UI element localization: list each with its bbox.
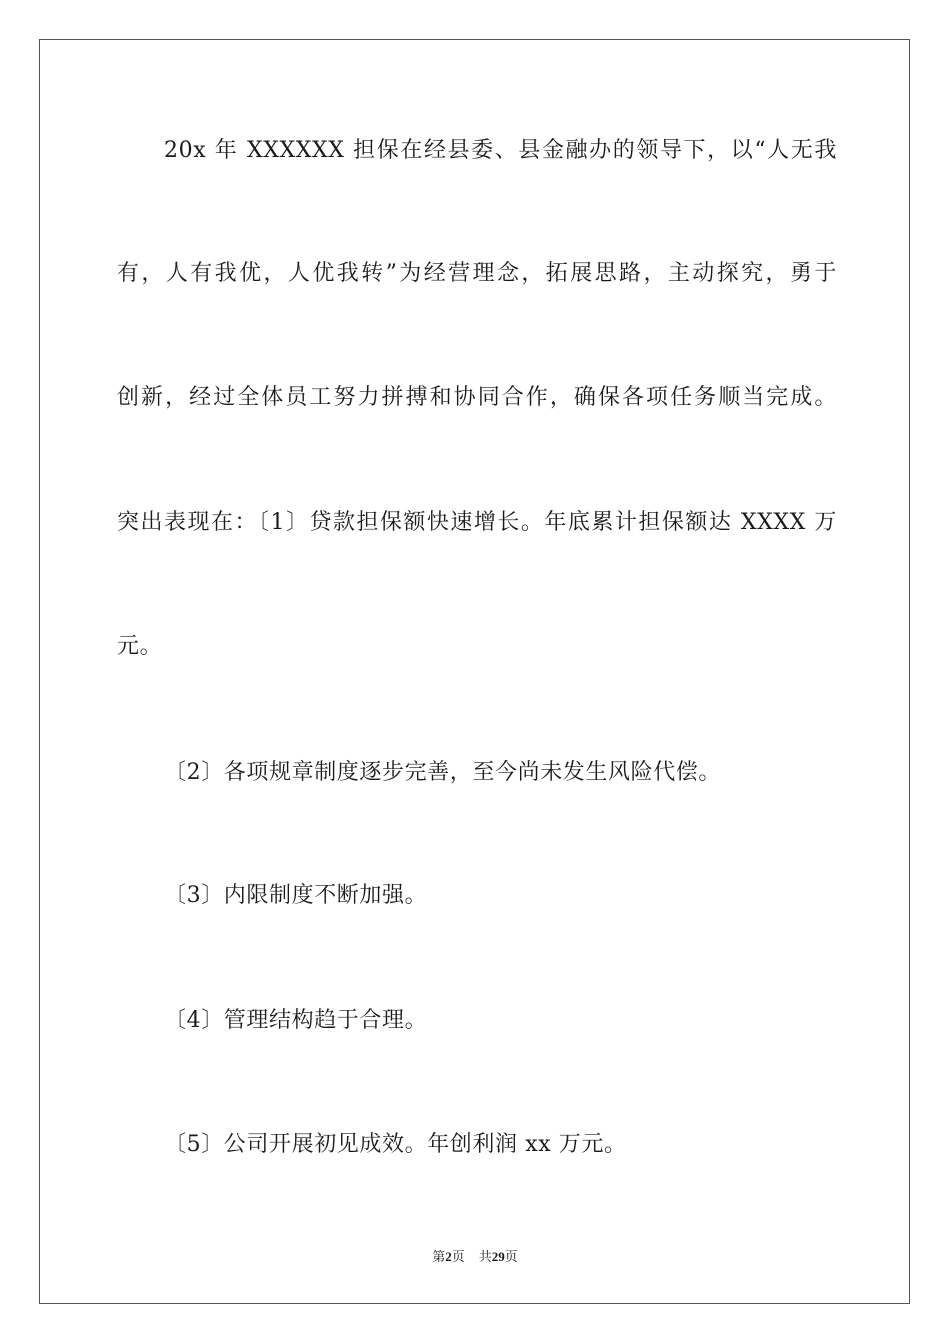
- total-prefix: 共: [478, 1250, 492, 1265]
- paragraph-line-5: 元。: [117, 634, 163, 659]
- paragraph-line-4: 突出表现在：〔1〕贷款担保额快速增长。年底累计担保额达 XXXX 万: [117, 510, 837, 535]
- page-border: [39, 39, 910, 1304]
- list-item-2: 〔2〕各项规章制度逐步完善，至今尚未发生风险代偿。: [164, 760, 721, 785]
- list-item-5: 〔5〕公司开展初见成效。年创利润 xx 万元。: [164, 1132, 627, 1157]
- list-item-4: 〔4〕管理结构趋于合理。: [164, 1008, 428, 1033]
- paragraph-line-2: 有，人有我优，人优我转”为经营理念，拓展思路，主动探究，勇于: [117, 261, 837, 286]
- page-footer: [0, 1248, 950, 1267]
- page-number: 2: [445, 1249, 452, 1264]
- list-item-3: 〔3〕内限制度不断加强。: [164, 883, 428, 908]
- paragraph-line-3: 创新，经过全体员工努力拼搏和协同合作，确保各项任务顺当完成。: [117, 385, 837, 410]
- page-prefix: 第: [432, 1250, 446, 1265]
- total-suffix: 页: [504, 1250, 518, 1265]
- page-suffix: 页: [451, 1250, 465, 1265]
- paragraph-line-1: 20x 年 XXXXXX 担保在经县委、县金融办的领导下，以“人无我: [164, 138, 837, 163]
- total-pages: 29: [491, 1249, 505, 1264]
